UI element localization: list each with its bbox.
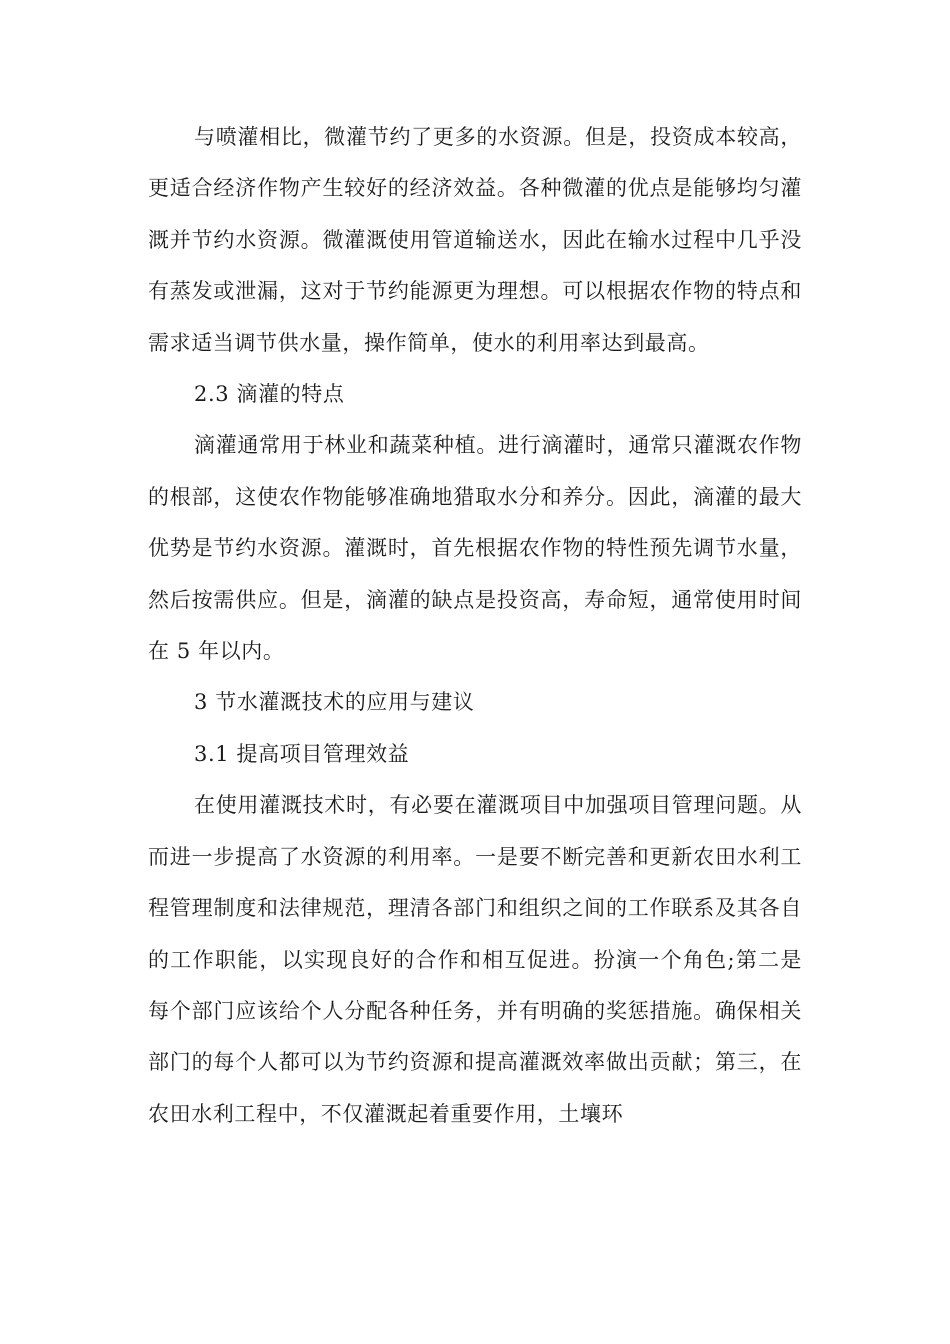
- document-body: [148, 112, 802, 1140]
- paragraph-micro-irrigation: 与喷灌相比，微灌节约了更多的水资源。但是，投资成本较高，更适合经济作物产生较好的经济效益。各种微灌的优点是能够均匀灌溉并节约水资源。微灌溉使用管道输送水，因此在输水过程中几乎没有蒸发或泄漏，这对于节约能源更为理想。可以根据农作物的特点和需求适当调节供水量，操作简单，使水的利用率达到最高。: [148, 125, 802, 355]
- section-heading-project-management: 3.1 提高项目管理效益: [194, 741, 410, 766]
- paragraph-drip-irrigation: 滴灌通常用于林业和蔬菜种植。进行滴灌时，通常只灌溉农作物的根部，这使农作物能够准确地猎取水分和养分。因此，滴灌的最大优势是节约水资源。灌溉时，首先根据农作物的特性预先调节水量，然后按需供应。但是，滴灌的缺点是投资高，寿命短，通常使用时间在 5 年以内。: [148, 433, 802, 664]
- paragraph-project-management: 在使用灌溉技术时，有必要在灌溉项目中加强项目管理问题。从而进一步提高了水资源的利用率。一是要不断完善和更新农田水利工程管理制度和法律规范，理清各部门和组织之间的工作联系及其各自的工作职能，以实现良好的合作和相互促进。扮演一个角色;第二是每个部门应该给个人分配各种任务，并有明确的奖惩措施。确保相关部门的每个人都可以为节约资源和提高灌溉效率做出贡献；第三，在农田水利工程中，不仅灌溉起着重要作用，土壤环: [148, 793, 802, 1126]
- section-heading-application: 3 节水灌溉技术的应用与建议: [194, 690, 475, 715]
- section-heading-drip-irrigation: 2.3 滴灌的特点: [194, 382, 345, 407]
